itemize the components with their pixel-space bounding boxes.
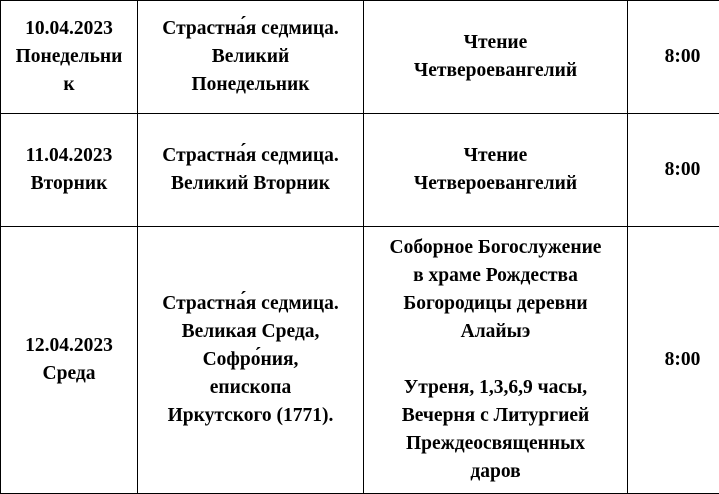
time-cell [628,227,719,494]
service-line: Чтение [366,29,625,57]
date-text: 11.04.2023 [3,142,135,170]
service-cell [364,1,628,114]
time-text: 8:00 [630,346,719,374]
service-line: Четвероевангелий [366,170,625,198]
title-cell [138,1,364,114]
date-cell [1,114,138,227]
service-line: Чтение [366,142,625,170]
date-text: 10.04.2023 [3,15,135,43]
table-row [1,114,719,227]
title-line: Страстна́я седмица. [140,15,361,43]
title-line: Великая Среда, [140,318,361,346]
title-line: Софро́ния, [140,346,361,374]
service-line: в храме Рождества [366,262,625,290]
service-gap [366,346,625,374]
service-line: Вечерня с Литургией [366,402,625,430]
service-line: Преждеосвященных [366,430,625,458]
service-cell [364,227,628,494]
title-line: Страстна́я седмица. [140,290,361,318]
title-cell [138,114,364,227]
service-line: Утреня, 1,3,6,9 часы, [366,374,625,402]
time-cell [628,114,719,227]
weekday-text-wrap: к [3,71,135,99]
title-line: Иркутского (1771). [140,402,361,430]
service-line: даров [366,458,625,486]
title-line: Великий [140,43,361,71]
time-text: 8:00 [630,156,719,184]
service-line: Четвероевангелий [366,57,625,85]
service-line: Богородицы деревни [366,290,625,318]
time-text: 8:00 [630,43,719,71]
service-line: Соборное Богослужение [366,234,625,262]
date-cell [1,227,138,494]
weekday-text: Среда [3,360,135,388]
title-line: Понедельник [140,71,361,99]
date-cell [1,1,138,114]
table-row [1,1,719,114]
title-line: Страстна́я седмица. [140,142,361,170]
time-cell [628,1,719,114]
title-line: епископа [140,374,361,402]
table-row [1,227,719,494]
weekday-text: Вторник [3,170,135,198]
service-line: Алайыэ [366,318,625,346]
weekday-text: Понедельни [3,43,135,71]
service-cell [364,114,628,227]
title-cell [138,227,364,494]
title-line: Великий Вторник [140,170,361,198]
date-text: 12.04.2023 [3,332,135,360]
